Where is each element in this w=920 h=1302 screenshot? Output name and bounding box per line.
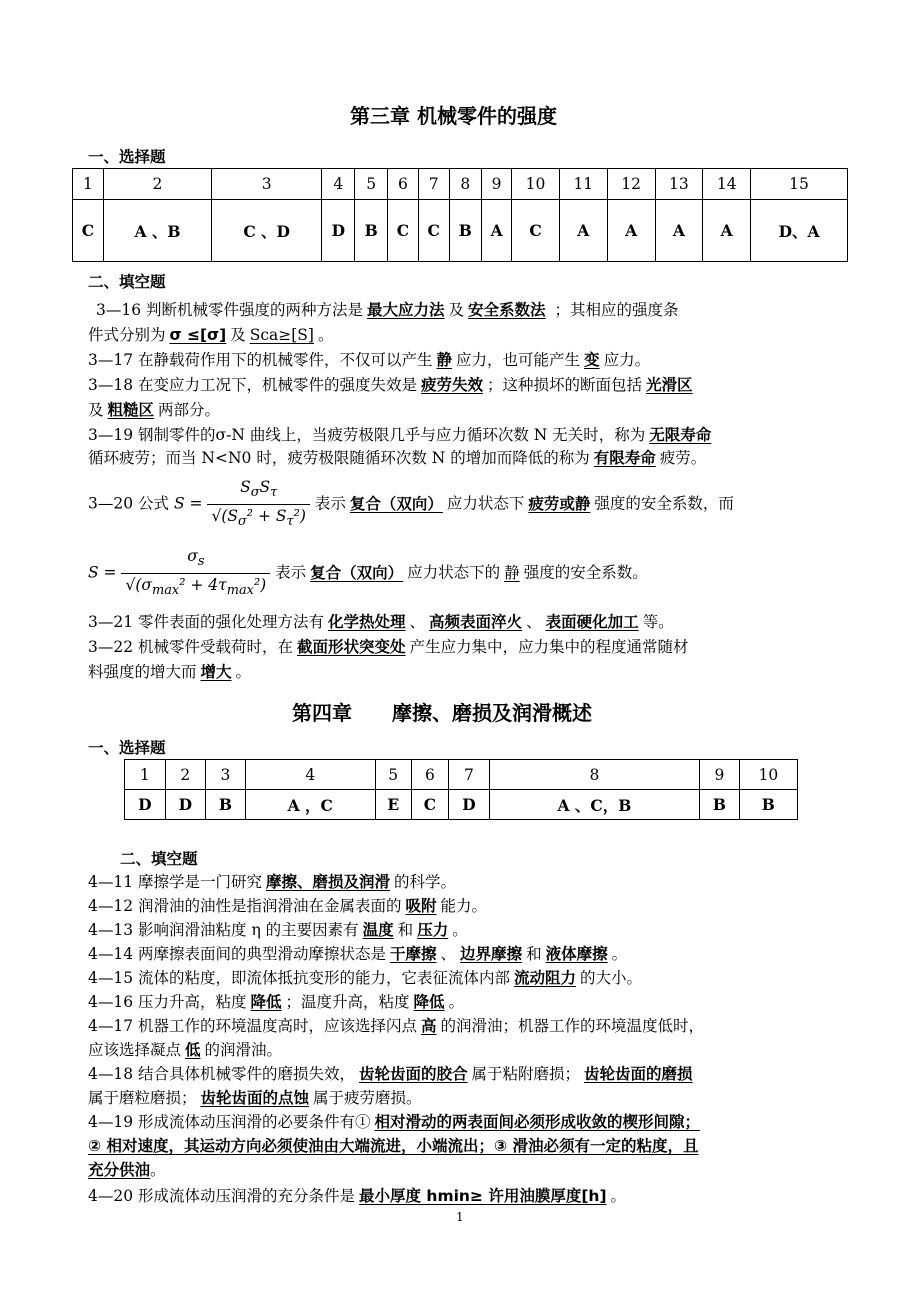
ch3-answer-15: D、A — [751, 200, 848, 262]
ch3-qnum-4: 4 — [322, 169, 355, 200]
q3-22-line1: 3—22 机械零件受载荷时，在 截面形状突变处 产生应力集中，应力集中的程度通常随材 — [88, 638, 689, 656]
q4-11: 4—11 摩擦学是一门研究 摩擦、磨损及润滑 的科学。 — [88, 873, 457, 891]
ch4-answer-5: E — [375, 790, 411, 820]
ch3-fill-heading: 二、填空题 — [88, 273, 166, 291]
chapter3-title: 第三章 机械零件的强度 — [350, 104, 557, 128]
ch3-qnum-13: 13 — [655, 169, 703, 200]
ch3-answer-12: A — [607, 200, 655, 262]
ch3-answer-2: A 、B — [103, 200, 211, 262]
chapter4-title: 第四章 摩擦、磨损及润滑概述 — [292, 701, 592, 725]
ch3-qnum-11: 11 — [559, 169, 607, 200]
ch4-choice-heading: 一、选择题 — [88, 739, 166, 757]
ch4-fill-heading: 二、填空题 — [120, 850, 198, 868]
ch4-qnum-8: 8 — [489, 760, 699, 790]
ch4-answer-9: B — [700, 790, 740, 820]
q4-14: 4—14 两摩擦表面间的典型滑动摩擦状态是 干摩擦 、 边界摩擦 和 液体摩擦 。 — [88, 945, 628, 963]
ch3-answer-9: A — [482, 200, 512, 262]
ch4-qnum-9: 9 — [700, 760, 740, 790]
ch3-answer-11: A — [559, 200, 607, 262]
q4-12: 4—12 润滑油的油性是指润滑油在金属表面的 吸附 能力。 — [88, 897, 488, 915]
ch3-qnum-12: 12 — [607, 169, 655, 200]
formula-static: $\frac{\sigma_s}{√(\sigma_{max}^2 + 4\tau_{max}^2)}$ — [121, 545, 270, 602]
q3-16-line2: 件式分别为 σ ≤[σ] 及 Sca≥[S] 。 — [88, 326, 334, 344]
ch4-answer-table — [124, 759, 798, 820]
q4-16: 4—16 压力升高，粘度 降低 ；温度升高，粘度 降低 。 — [88, 993, 465, 1011]
ch4-qnum-10: 10 — [739, 760, 797, 790]
q3-17: 3—17 在静载荷作用下的机械零件，不仅可以产生 静 应力，也可能产生 变 应力。 — [88, 351, 651, 369]
q3-16-line1: 3—16 判断机械零件强度的两种方法是 最大应力法 及 安全系数法 ；其相应的强度条 — [96, 301, 679, 319]
ch3-answer-14: A — [703, 200, 751, 262]
ch3-qnum-15: 15 — [751, 169, 848, 200]
ch4-answer-8: A 、C，B — [489, 790, 699, 820]
q4-15: 4—15 流体的粘度，即流体抵抗变形的能力，它表征流体内部 流动阻力 的大小。 — [88, 969, 643, 987]
q3-18-line2: 及 粗糙区 两部分。 — [88, 401, 221, 419]
ch4-qnum-3: 3 — [206, 760, 246, 790]
ch4-qnum-1: 1 — [125, 760, 166, 790]
ch3-choice-heading: 一、选择题 — [88, 148, 166, 166]
ch3-answer-3: C 、D — [212, 200, 322, 262]
q4-19-line3: 充分供油。 — [88, 1161, 166, 1179]
q3-18-line1: 3—18 在变应力工况下，机械零件的强度失效是 疲劳失效 ；这种损坏的断面包括 光滑区 — [88, 376, 693, 394]
ch3-qnum-9: 9 — [482, 169, 512, 200]
ch4-qnum-6: 6 — [411, 760, 448, 790]
q3-22-line2: 料强度的增大而 增大 。 — [88, 663, 252, 681]
q3-21: 3—21 零件表面的强化处理方法有 化学热处理 、 高频表面淬火 、 表面硬化加工 等。 — [88, 613, 674, 631]
q4-20: 4—20 形成流体动压润滑的充分条件是 最小厚度 hmin≥ 许用油膜厚度[h] 。 — [88, 1187, 627, 1205]
ch3-qnum-10: 10 — [512, 169, 560, 200]
ch3-qnum-3: 3 — [212, 169, 322, 200]
q4-19-line2: ② 相对速度，其运动方向必须使油由大端流进，小端流出；③ 滑油必须有一定的粘度，且 — [88, 1137, 699, 1155]
ch3-answer-7: C — [418, 200, 449, 262]
q3-19-line2: 循环疲劳；而当 N<N0 时，疲劳极限随循环次数 N 的增加而降低的称为 有限寿命 疲劳。 — [88, 449, 707, 467]
ch4-answer-10: B — [739, 790, 797, 820]
ch3-answer-8: B — [449, 200, 482, 262]
ch4-answer-1: D — [125, 790, 166, 820]
ch3-answer-1: C — [73, 200, 104, 262]
ch3-qnum-6: 6 — [388, 169, 419, 200]
q3-19-line1: 3—19 钢制零件的σ-N 曲线上，当疲劳极限几乎与应力循环次数 N 无关时，称为 无限寿命 — [88, 426, 712, 444]
ch3-answer-6: C — [388, 200, 419, 262]
ch4-answer-4: A ，C — [245, 790, 375, 820]
ch3-answer-13: A — [655, 200, 703, 262]
q3-20-line2: S = $\frac{\sigma_s}{√(\sigma_{max}^2 + 4\tau_{max}^2)}$ 表示 复合（双向） 应力状态下的 静 强度的安全系数。 — [88, 545, 648, 602]
ch3-answer-4: D — [322, 200, 355, 262]
ch3-answer-5: B — [355, 200, 388, 262]
q3-20-line1: 3—20 公式 S = $\frac{S_\sigma S_\tau}{√(S_\sigma^2 + S_\tau^2)}$ 表示 复合（双向） 应力状态下 疲劳或静 强度的安全系数，而 — [88, 476, 734, 533]
ch3-qnum-8: 8 — [449, 169, 482, 200]
ch4-answer-6: C — [411, 790, 448, 820]
ch4-qnum-5: 5 — [375, 760, 411, 790]
ch4-qnum-2: 2 — [165, 760, 206, 790]
page-number: 1 — [456, 1210, 464, 1224]
ch4-answer-7: D — [449, 790, 490, 820]
ch3-qnum-14: 14 — [703, 169, 751, 200]
ch3-answer-10: C — [512, 200, 560, 262]
ch4-qnum-4: 4 — [245, 760, 375, 790]
ch4-qnum-7: 7 — [449, 760, 490, 790]
q4-18-line1: 4—18 结合具体机械零件的磨损失效， 齿轮齿面的胶合 属于粘附磨损； 齿轮齿面的磨损 — [88, 1065, 693, 1083]
ch3-qnum-1: 1 — [73, 169, 104, 200]
q4-18-line2: 属于磨粒磨损； 齿轮齿面的点蚀 属于疲劳磨损。 — [88, 1089, 422, 1107]
q4-17-line1: 4—17 机器工作的环境温度高时，应该选择闪点 高 的润滑油；机器工作的环境温度低时， — [88, 1017, 705, 1035]
formula-fatigue: $\frac{S_\sigma S_\tau}{√(S_\sigma^2 + S_\tau^2)}$ — [207, 476, 309, 533]
ch4-answer-3: B — [206, 790, 246, 820]
q4-19-line1: 4—19 形成流体动压润滑的必要条件有① 相对滑动的两表面间必须形成收敛的楔形间隙； — [88, 1113, 701, 1131]
q4-13: 4—13 影响润滑油粘度 η 的主要因素有 温度 和 压力 。 — [88, 921, 468, 939]
ch3-answer-table — [72, 168, 848, 262]
q4-17-line2: 应该选择凝点 低 的润滑油。 — [88, 1041, 283, 1059]
ch3-qnum-7: 7 — [418, 169, 449, 200]
ch3-qnum-2: 2 — [103, 169, 211, 200]
ch4-answer-2: D — [165, 790, 206, 820]
ch3-qnum-5: 5 — [355, 169, 388, 200]
